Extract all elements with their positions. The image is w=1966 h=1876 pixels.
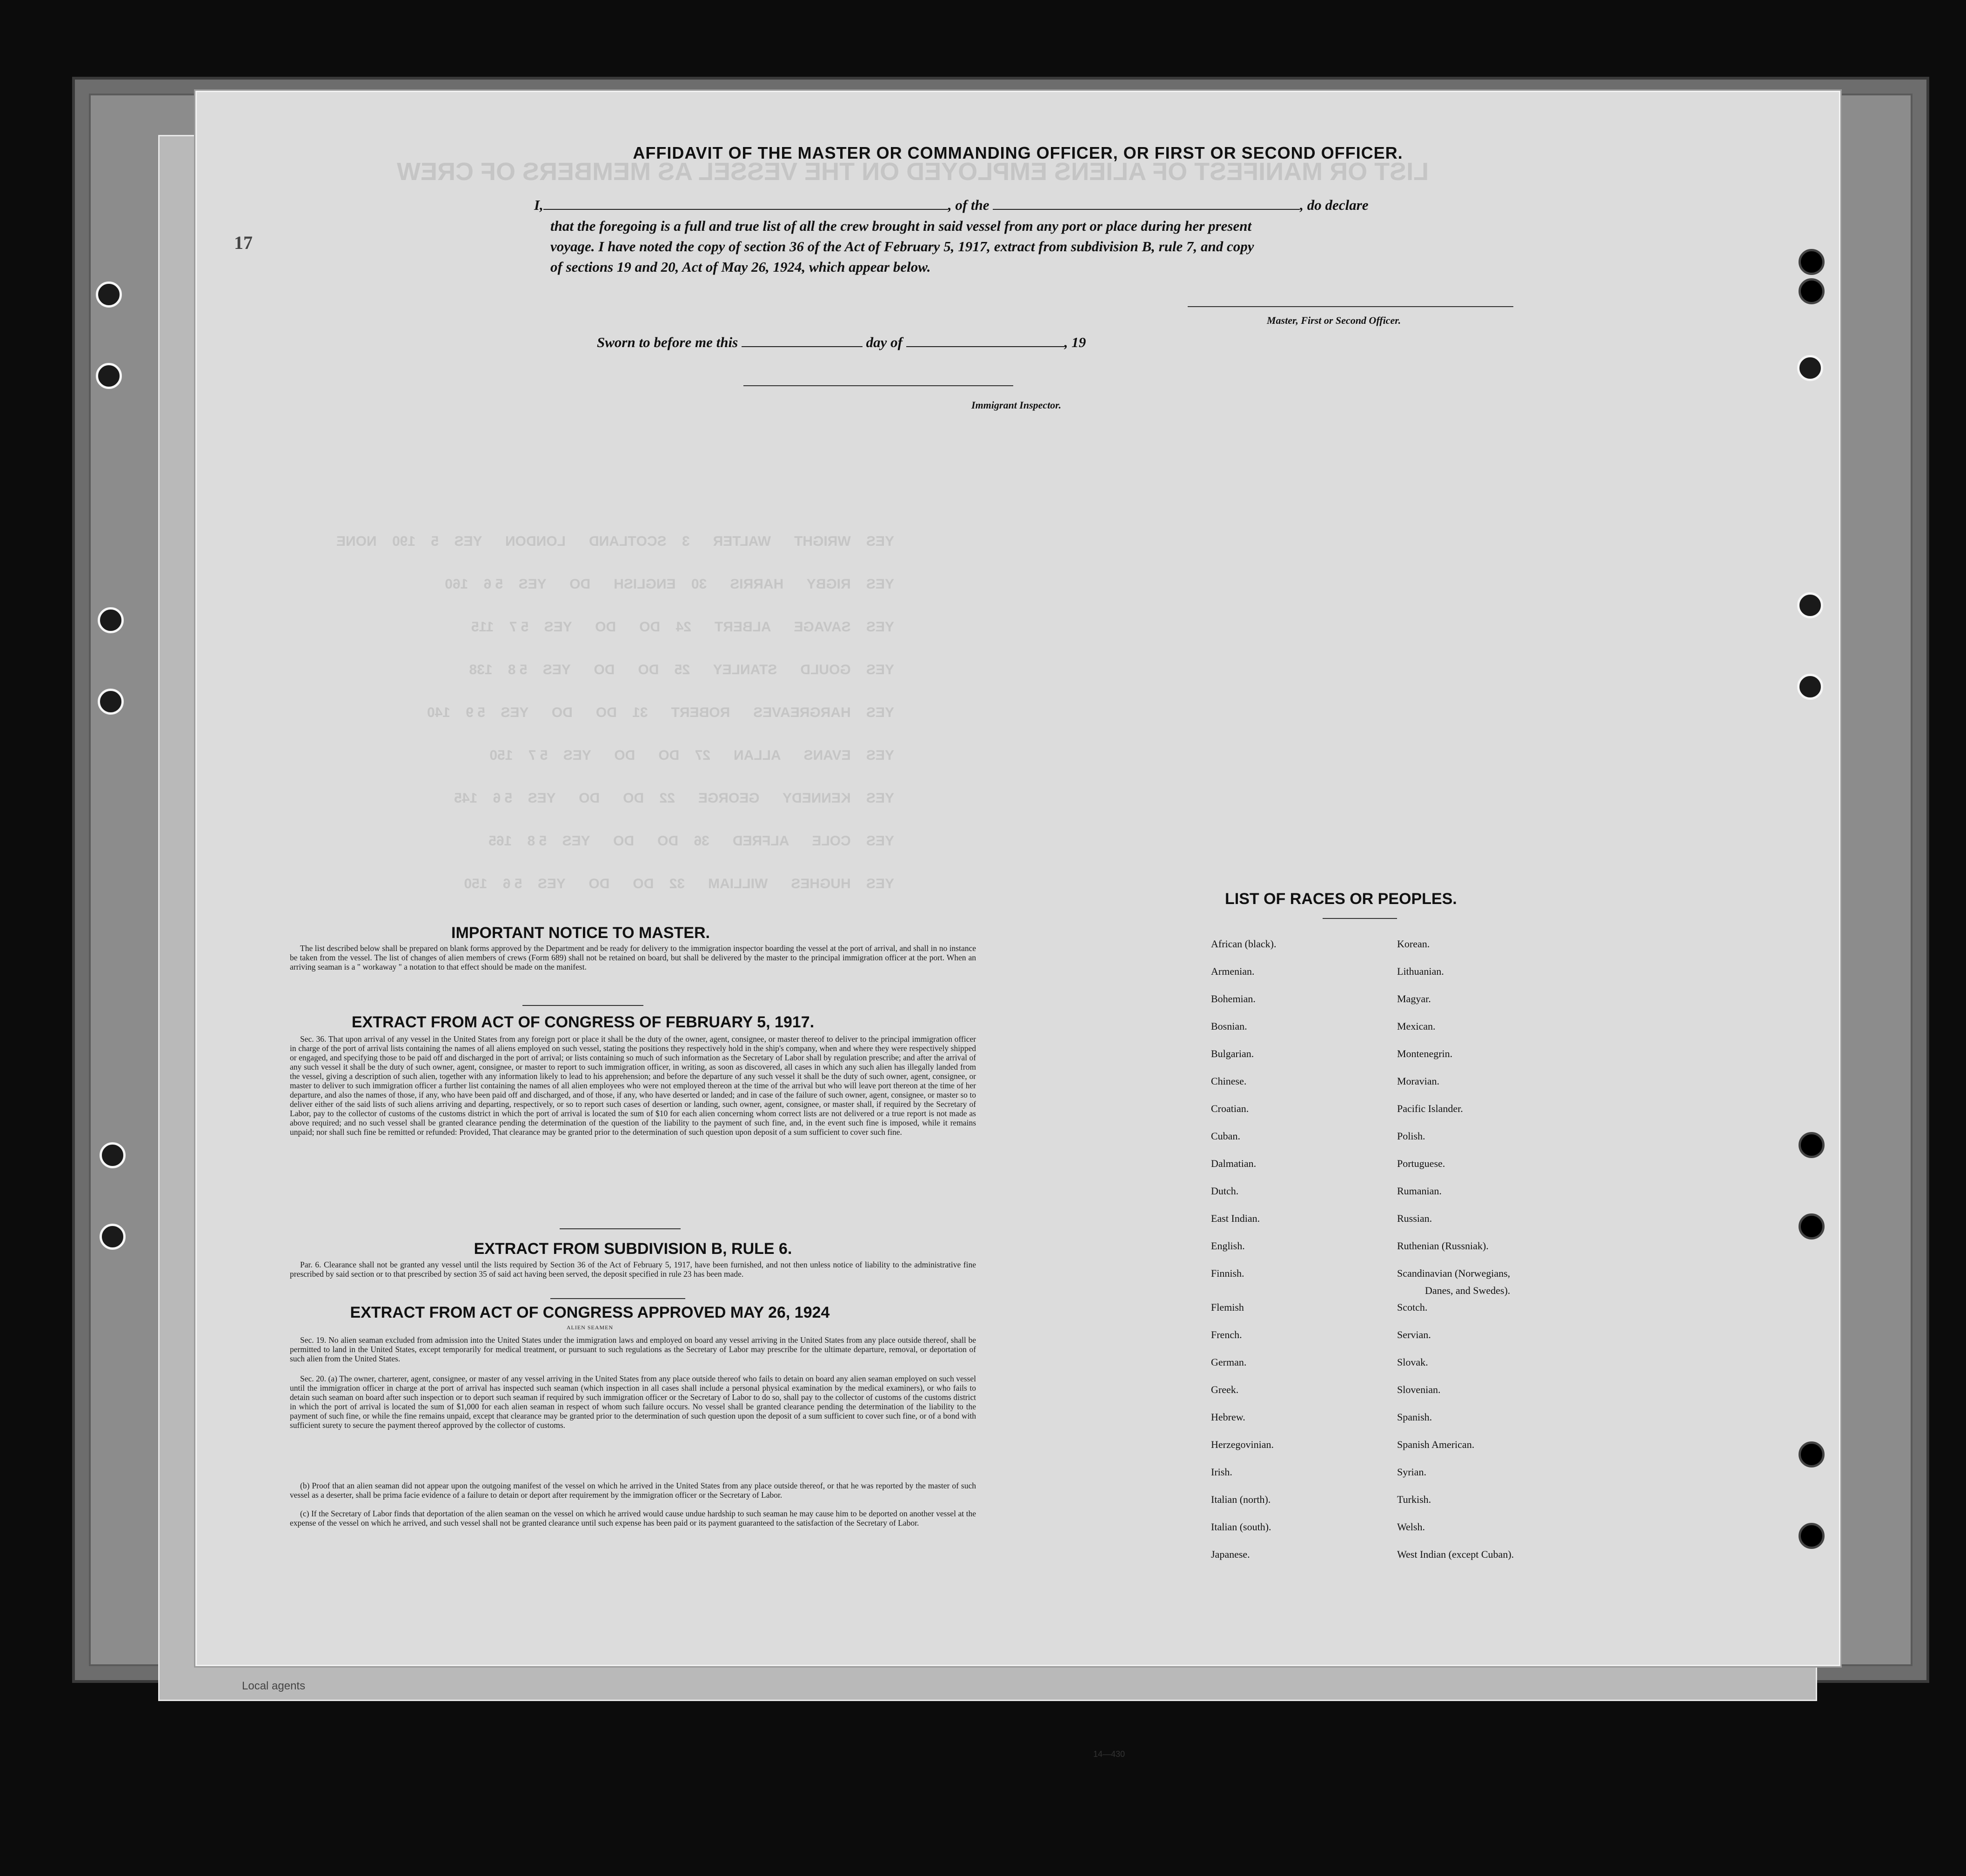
sworn-day-field[interactable] xyxy=(742,346,863,347)
punch-hole xyxy=(1799,1441,1825,1467)
race-item: Bulgarian. xyxy=(1211,1048,1254,1059)
punch-hole xyxy=(1799,1523,1825,1549)
punch-hole xyxy=(100,1224,126,1250)
punch-hole xyxy=(98,689,124,715)
race-item: Spanish. xyxy=(1397,1411,1432,1423)
sworn-label: Sworn to before me this xyxy=(597,334,738,350)
officer-signature-caption: Master, First or Second Officer. xyxy=(1267,315,1401,326)
race-item: Welsh. xyxy=(1397,1521,1425,1533)
punch-hole xyxy=(1797,355,1823,381)
punch-hole xyxy=(100,1142,126,1168)
extract-1917-title: EXTRACT FROM ACT OF CONGRESS OF FEBRUARY 5, 1917. xyxy=(351,1013,815,1031)
race-item: Russian. xyxy=(1397,1213,1432,1224)
section-divider xyxy=(550,1298,685,1299)
affidavit-line: that the foregoing is a full and true list of all the crew brought in said vessel from any port or place during her present xyxy=(550,218,1252,234)
notice-text: The list described below shall be prepared on blank forms approved by the Department and be ready for delivery to the immigration inspector boarding the vessel at the port of arrival, and shall in no instance be taken from the vessel. The list of changes of alien members of crews (Form 689) shall not be retained on board, but shall be delivered by the master to the principal immigration officer at the port. When an arriving seaman is a " workaway " a notation to that effect should be made on the manifest. xyxy=(290,944,976,972)
manifest-page xyxy=(195,91,1840,1666)
race-item: African (black). xyxy=(1211,938,1277,950)
form-number: 14—430 xyxy=(1093,1749,1125,1759)
races-title: LIST OF RACES OR PEOPLES. xyxy=(1225,890,1457,908)
race-item: Moravian. xyxy=(1397,1075,1440,1087)
extract-rule6-text: Par. 6. Clearance shall not be granted any vessel until the lists required by Section 36 of the Act of February 5, 1917, have been furnished, and not then unless notice of liability to the administrative fine prescribed by said section or to that prescribed by section 35 of said act having been served, the deposit specified in rule 23 has been made. xyxy=(290,1260,976,1279)
race-item: Dalmatian. xyxy=(1211,1158,1257,1169)
race-item: Ruthenian (Russniak). xyxy=(1397,1240,1489,1252)
punch-hole xyxy=(1799,1213,1825,1240)
race-item: Dutch. xyxy=(1211,1185,1239,1197)
affidavit-line: of sections 19 and 20, Act of May 26, 1924, which appear below. xyxy=(550,259,931,275)
race-item: Slovenian. xyxy=(1397,1384,1441,1395)
show-through-text: LIST OR MANIFEST OF ALIENS EMPLOYED ON THE VESSEL AS MEMBERS OF CREW xyxy=(397,158,1429,186)
race-item: Scotch. xyxy=(1397,1301,1428,1313)
day-of-label: day of xyxy=(866,334,903,350)
race-item: Hebrew. xyxy=(1211,1411,1245,1423)
section-divider xyxy=(1323,918,1397,919)
extract-1924-sec20b: (b) Proof that an alien seaman did not appear upon the outgoing manifest of the vessel on which he arrived in the United States from any place outside thereof, or that he was reported by the master of such vessel as a deserter, shall be prima facie evidence of a failure to detain or deport after requirement by the immigration officer or the Secretary of Labor. xyxy=(290,1481,976,1500)
punch-hole xyxy=(1799,249,1825,275)
race-item: Korean. xyxy=(1397,938,1430,950)
sworn-line xyxy=(597,334,1086,351)
punch-hole xyxy=(1799,278,1825,304)
race-item: Flemish xyxy=(1211,1301,1244,1313)
race-item: Servian. xyxy=(1397,1329,1431,1340)
inspector-signature-line[interactable] xyxy=(743,385,1013,386)
race-item: Polish. xyxy=(1397,1130,1425,1142)
race-item: Montenegrin. xyxy=(1397,1048,1453,1059)
race-item: German. xyxy=(1211,1356,1247,1368)
race-item: Irish. xyxy=(1211,1466,1232,1478)
race-item: Bohemian. xyxy=(1211,993,1256,1005)
race-item: Mexican. xyxy=(1397,1020,1436,1032)
race-item: Syrian. xyxy=(1397,1466,1426,1478)
affidavit-line: voyage. I have noted the copy of section 36 of the Act of February 5, 1917, extract from subdivision B, rule 7, and copy xyxy=(550,238,1254,255)
race-item: Italian (south). xyxy=(1211,1521,1271,1533)
notice-title: IMPORTANT NOTICE TO MASTER. xyxy=(451,924,710,942)
race-item: Pacific Islander. xyxy=(1397,1103,1463,1114)
race-item: Rumanian. xyxy=(1397,1185,1442,1197)
punch-hole xyxy=(1797,674,1823,700)
extract-1924-title: EXTRACT FROM ACT OF CONGRESS APPROVED MAY 26, 1924 xyxy=(350,1304,830,1321)
race-item: French. xyxy=(1211,1329,1242,1340)
race-item: East Indian. xyxy=(1211,1213,1260,1224)
race-item: Croatian. xyxy=(1211,1103,1249,1114)
margin-mark: 17 xyxy=(234,232,253,253)
extract-1924-sec20a: Sec. 20. (a) The owner, charterer, agent, consignee, or master of any vessel arriving in the United States from any place outside thereof who fails to detain on board any alien seaman employed on such vessel until the immigration officer in charge at the port of arrival has inspected such seaman (which inspection in all cases shall include a personal physical examination by the medical examiners), or who fails to detain such seaman on board after such inspection or to deport such seaman if required by such immigration officer or the Secretary of Labor to do so, shall pay to the collector of customs of the customs district in which the port of arrival is located the sum of $1,000 for each alien seaman in respect of whom such failure occurs. No vessel shall be granted clearance pending the determination of the liability to the payment of such fine, or while the fine remains unpaid, except that clearance may be granted prior to the determination of such question upon the deposit of a sum sufficient to cover such fine, or of a bond with sufficient surety to secure the payment thereof approved by the collector of customs. xyxy=(290,1374,976,1430)
race-item-continuation: Danes, and Swedes). xyxy=(1425,1285,1511,1296)
punch-hole xyxy=(96,281,122,308)
officer-signature-line[interactable] xyxy=(1188,306,1513,307)
show-through-text: YES WRIGHT WALTER 3 SCOTLAND LONDON YES 5 190 NONE YES RIGBY HARRIS 30 ENGLISH DO YES 5 6 160 YES SAVAGE ALBERT 24 DO DO YES 5 7 115 YES GOULD STANLEY 25 DO DO YES 5 8 138 YES HARGREAVES ROBERT 31 DO DO YES 5 9 140 YES EVANS ALLAN 27 DO DO YES 5 7 150 YES KENNEDY GEORGE 22 DO DO YES 5 6 145 YES COLE ALFRED 36 DO DO YES 5 8 165 YES HUGHES WILLIAM 32 DO DO YES 5 6 150 xyxy=(336,534,895,891)
race-item: Bosnian. xyxy=(1211,1020,1247,1032)
do-declare-label: , do declare xyxy=(1300,197,1369,213)
year-label: , 19 xyxy=(1064,334,1086,350)
affidavit-declaration-line xyxy=(534,197,1368,214)
extract-rule6-title: EXTRACT FROM SUBDIVISION B, RULE 6. xyxy=(474,1240,792,1258)
race-item: Turkish. xyxy=(1397,1494,1431,1505)
punch-hole xyxy=(1799,1132,1825,1158)
of-the-label: , of the xyxy=(948,197,990,213)
declarant-prefix: I, xyxy=(534,197,543,213)
race-item: English. xyxy=(1211,1240,1245,1252)
race-item: Spanish American. xyxy=(1397,1439,1475,1450)
vessel-name-field[interactable] xyxy=(993,209,1300,210)
race-item: Armenian. xyxy=(1211,965,1255,977)
race-item: Greek. xyxy=(1211,1384,1239,1395)
punch-hole xyxy=(1797,592,1823,618)
race-item: Scandinavian (Norwegians, xyxy=(1397,1267,1511,1279)
extract-1924-sec19: Sec. 19. No alien seaman excluded from admission into the United States under the immigration laws and employed on board any vessel arriving in the United States from any place outside thereof, shall be permitted to land in the United States, except temporarily for medical treatment, or pursuant to such regulations as the Secretary of Labor may prescribe for the ultimate departure, removal, or deportation of such alien from the United States. xyxy=(290,1335,976,1363)
declarant-name-field[interactable] xyxy=(543,209,948,210)
race-item: Finnish. xyxy=(1211,1267,1244,1279)
race-item: Portuguese. xyxy=(1397,1158,1445,1169)
inspector-signature-caption: Immigrant Inspector. xyxy=(971,399,1062,411)
race-item: Chinese. xyxy=(1211,1075,1247,1087)
race-item: Herzegovinian. xyxy=(1211,1439,1274,1450)
punch-hole xyxy=(96,363,122,389)
alien-seamen-subtitle: ALIEN SEAMEN xyxy=(566,1324,614,1331)
section-divider xyxy=(560,1228,681,1229)
underlying-sheet-footer: Local agents xyxy=(242,1680,306,1692)
sworn-month-field[interactable] xyxy=(906,346,1064,347)
affidavit-title: AFFIDAVIT OF THE MASTER OR COMMANDING OFFICER, OR FIRST OR SECOND OFFICER. xyxy=(633,143,1403,162)
punch-hole xyxy=(98,607,124,633)
extract-1924-sec20c: (c) If the Secretary of Labor finds that deportation of the alien seaman on the vessel on which he arrived would cause undue hardship to such seaman he may cause him to be deported on another vessel at the expense of the vessel on which he arrived, and such vessel shall not be granted clearance until such expense has been paid or its payment guaranteed to the satisfaction of the Secretary of Labor. xyxy=(290,1509,976,1528)
race-item: West Indian (except Cuban). xyxy=(1397,1548,1514,1560)
race-item: Lithuanian. xyxy=(1397,965,1444,977)
race-item: Magyar. xyxy=(1397,993,1431,1005)
section-divider xyxy=(522,1005,643,1006)
race-item: Cuban. xyxy=(1211,1130,1240,1142)
extract-1917-text: Sec. 36. That upon arrival of any vessel in the United States from any foreign port or place it shall be the duty of the owner, agent, consignee, or master thereof to deliver to the principal immigration officer in charge of the port of arrival lists containing the names of all aliens employed on such vessel, stating the positions they respectively hold in the ship's company, when and where they were respectively shipped or engaged, and specifying those to be paid off and discharged in the port of arrival; or lists containing so much of such information as the Secretary of Labor shall by regulation prescribe; and after the arrival of any such vessel it shall be the duty of such owner, agent, consignee, or master to report to such immigration officer, in writing, as soon as discovered, all cases in which any such alien has illegally landed from the vessel, giving a description of such alien, together with any information likely to lead to his apprehension; and before the departure of any such vessel it shall be the duty of such owner, agent, consignee, or master to deliver to such immigration officer a further list containing the names of all alien employees who were not employed thereon at the time of the arrival but who will leave port thereon at the time of her departure, and also the names of those, if any, who have been paid off and discharged, and of those, if any, who have deserted or landed; and in case of the failure of such owner, agent, consignee, or master so to deliver either of the said lists of such aliens arriving and departing, respectively, or so to report such cases of desertion or landing, such owner, agent, consignee, or master shall, if required by the Secretary of Labor, pay to the collector of customs of the customs district in which the port of arrival is located the sum of $10 for each alien concerning whom correct lists are not delivered or a true report is not made as above required; and no such vessel shall be granted clearance pending the determination of the question of the liability to the payment of such fine, and, in the event such fine is imposed, while it remains unpaid; nor shall such fine be remitted or refunded: Provided, That clearance may be granted prior to the determination of such question upon deposit of a sum sufficient to cover such fine. xyxy=(290,1034,976,1137)
race-item: Slovak. xyxy=(1397,1356,1428,1368)
race-item: Italian (north). xyxy=(1211,1494,1271,1505)
race-item: Japanese. xyxy=(1211,1548,1250,1560)
